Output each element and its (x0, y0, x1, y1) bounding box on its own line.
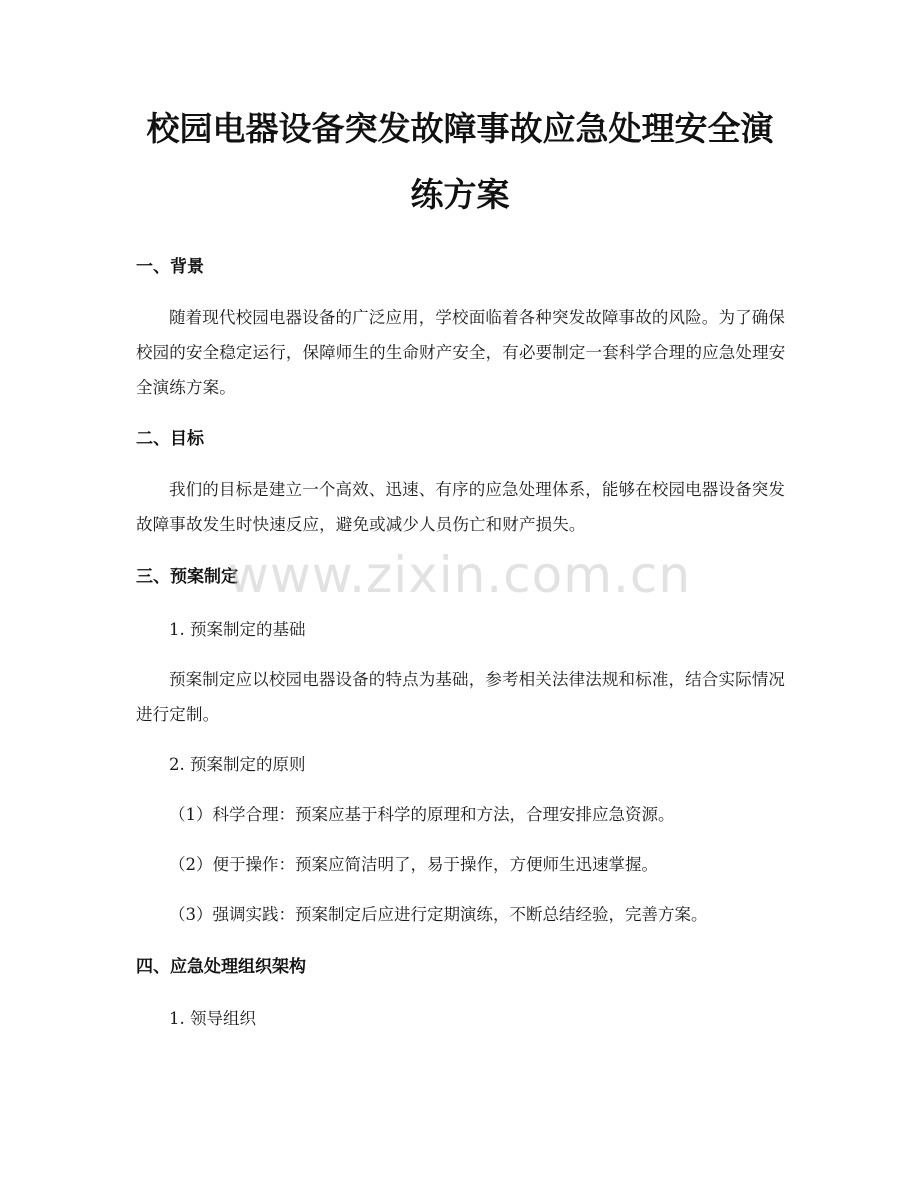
section-heading-organization: 四、应急处理组织架构 (136, 957, 306, 977)
plan-principle-3: （3）强调实践：预案制定后应进行定期演练，不断总结经验，完善方案。 (169, 905, 708, 924)
document-title-line1: 校园电器设备突发故障事故应急处理安全演 (146, 109, 774, 148)
document-title-line2: 练方案 (410, 175, 510, 214)
background-paragraph: 随着现代校园电器设备的广泛应用，学校面临着各种突发故障事故的风险。为了确保校园的安全稳定运行，保障师生的生命财产安全，有必要制定一套科学合理的应急处理安全演练方案。 (136, 308, 786, 397)
plan-item2-title: 2. 预案制定的原则 (169, 755, 306, 774)
goal-paragraph: 我们的目标是建立一个高效、迅速、有序的应急处理体系，能够在校园电器设备突发故障事故发生时快速反应，避免或减少人员伤亡和财产损失。 (136, 480, 786, 534)
section-heading-background: 一、背景 (136, 257, 204, 277)
plan-principle-2: （2）便于操作：预案应简洁明了，易于操作，方便师生迅速掌握。 (169, 855, 658, 874)
plan-item1-paragraph: 预案制定应以校园电器设备的特点为基础，参考相关法律法规和标准，结合实际情况进行定制。 (136, 670, 786, 724)
section-heading-plan: 三、预案制定 (136, 567, 238, 587)
plan-item1-title: 1. 预案制定的基础 (169, 620, 306, 639)
organization-item1-title: 1. 领导组织 (169, 1009, 256, 1028)
watermark-text: www.zixin.com.cn (228, 546, 692, 604)
plan-principle-1: （1）科学合理：预案应基于科学的原理和方法，合理安排应急资源。 (169, 805, 675, 824)
section-heading-goal: 二、目标 (136, 429, 204, 449)
